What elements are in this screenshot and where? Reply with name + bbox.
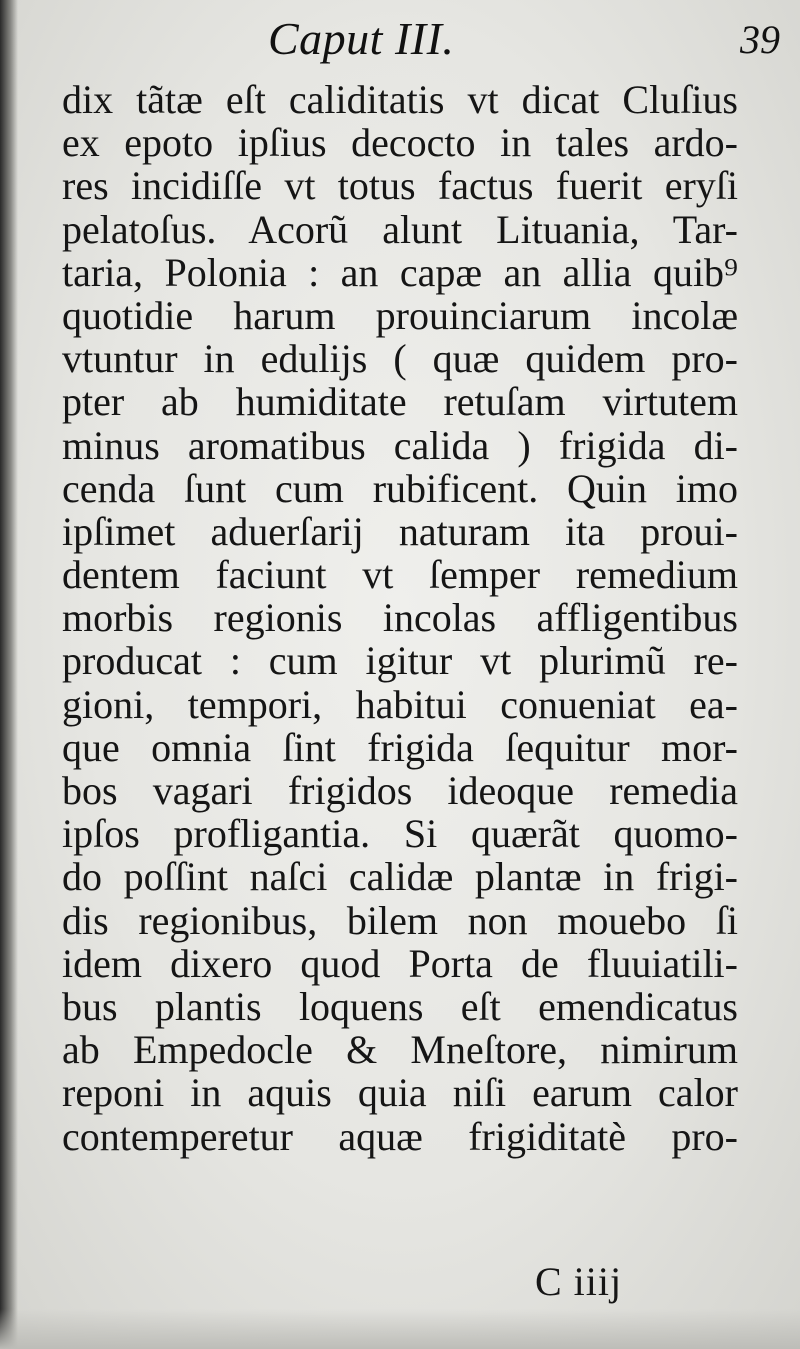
text-line: contemperetur aquæ frigiditatè pro- xyxy=(62,1113,738,1159)
running-title: Caput III. xyxy=(268,13,455,64)
body-text xyxy=(62,78,738,1158)
signature-mark: C iiij xyxy=(535,1259,623,1304)
text-line: dis regionibus, bilem non mouebo ſi xyxy=(62,897,738,943)
text-line: do poſſint naſci calidæ plantæ in frigi- xyxy=(62,854,738,900)
text-line: idem dixero quod Porta de fluuiatili- xyxy=(62,940,738,986)
text-line: dentem faciunt vt ſemper remedium xyxy=(62,552,738,598)
text-line: morbis regionis incolas affligentibus xyxy=(62,595,738,641)
text-line: ex epoto ipſius decoсto in tales ardo- xyxy=(62,120,738,166)
text-line: minus aromatibus calida ) frigida di- xyxy=(62,422,738,468)
page-bottom-shadow xyxy=(0,1309,800,1349)
text-line: quotidie harum prouinciarum incolæ xyxy=(62,292,738,338)
text-line: bus plantis loquens eſt emendicatus xyxy=(62,983,738,1029)
text-line: ipſos profligantia. Si quærãt quomo- xyxy=(62,811,738,857)
text-line: producat : cum igitur vt plurimũ re- xyxy=(62,638,738,684)
text-line: reponi in aquis quia niſi earum calor xyxy=(62,1070,738,1116)
text-line: pter ab humiditate retuſam virtutem xyxy=(62,379,738,425)
text-line: pelatoſus. Acorũ alunt Lituania, Tar- xyxy=(62,206,738,252)
page-number: 39 xyxy=(740,17,780,62)
text-line: res incidiſſe vt totus factus fuerit eryſi xyxy=(62,163,738,209)
text-line: vtuntur in edulijs ( quæ quidem pro- xyxy=(62,336,738,382)
page-gutter-shadow xyxy=(0,0,18,1349)
text-line: bos vagari frigidos ideoque remedia xyxy=(62,768,738,813)
text-line: que omnia ſint frigida ſequitur mor- xyxy=(62,724,738,770)
text-line: ab Empedocle & Mneſtore, nimirum xyxy=(62,1027,738,1073)
text-line: dix tãtæ eſt caliditatis vt dicat Cluſius xyxy=(62,77,738,122)
text-line: taria, Polonia : an capæ an allia quib⁹ xyxy=(62,249,738,295)
text-line: gioni, tempori, habitui conueniat ea- xyxy=(62,681,738,727)
page-header xyxy=(0,12,800,70)
text-line: cenda ſunt cum rubificent. Quin imo xyxy=(62,465,738,511)
text-line: ipſimet aduerſarij naturam ita proui- xyxy=(62,508,738,554)
